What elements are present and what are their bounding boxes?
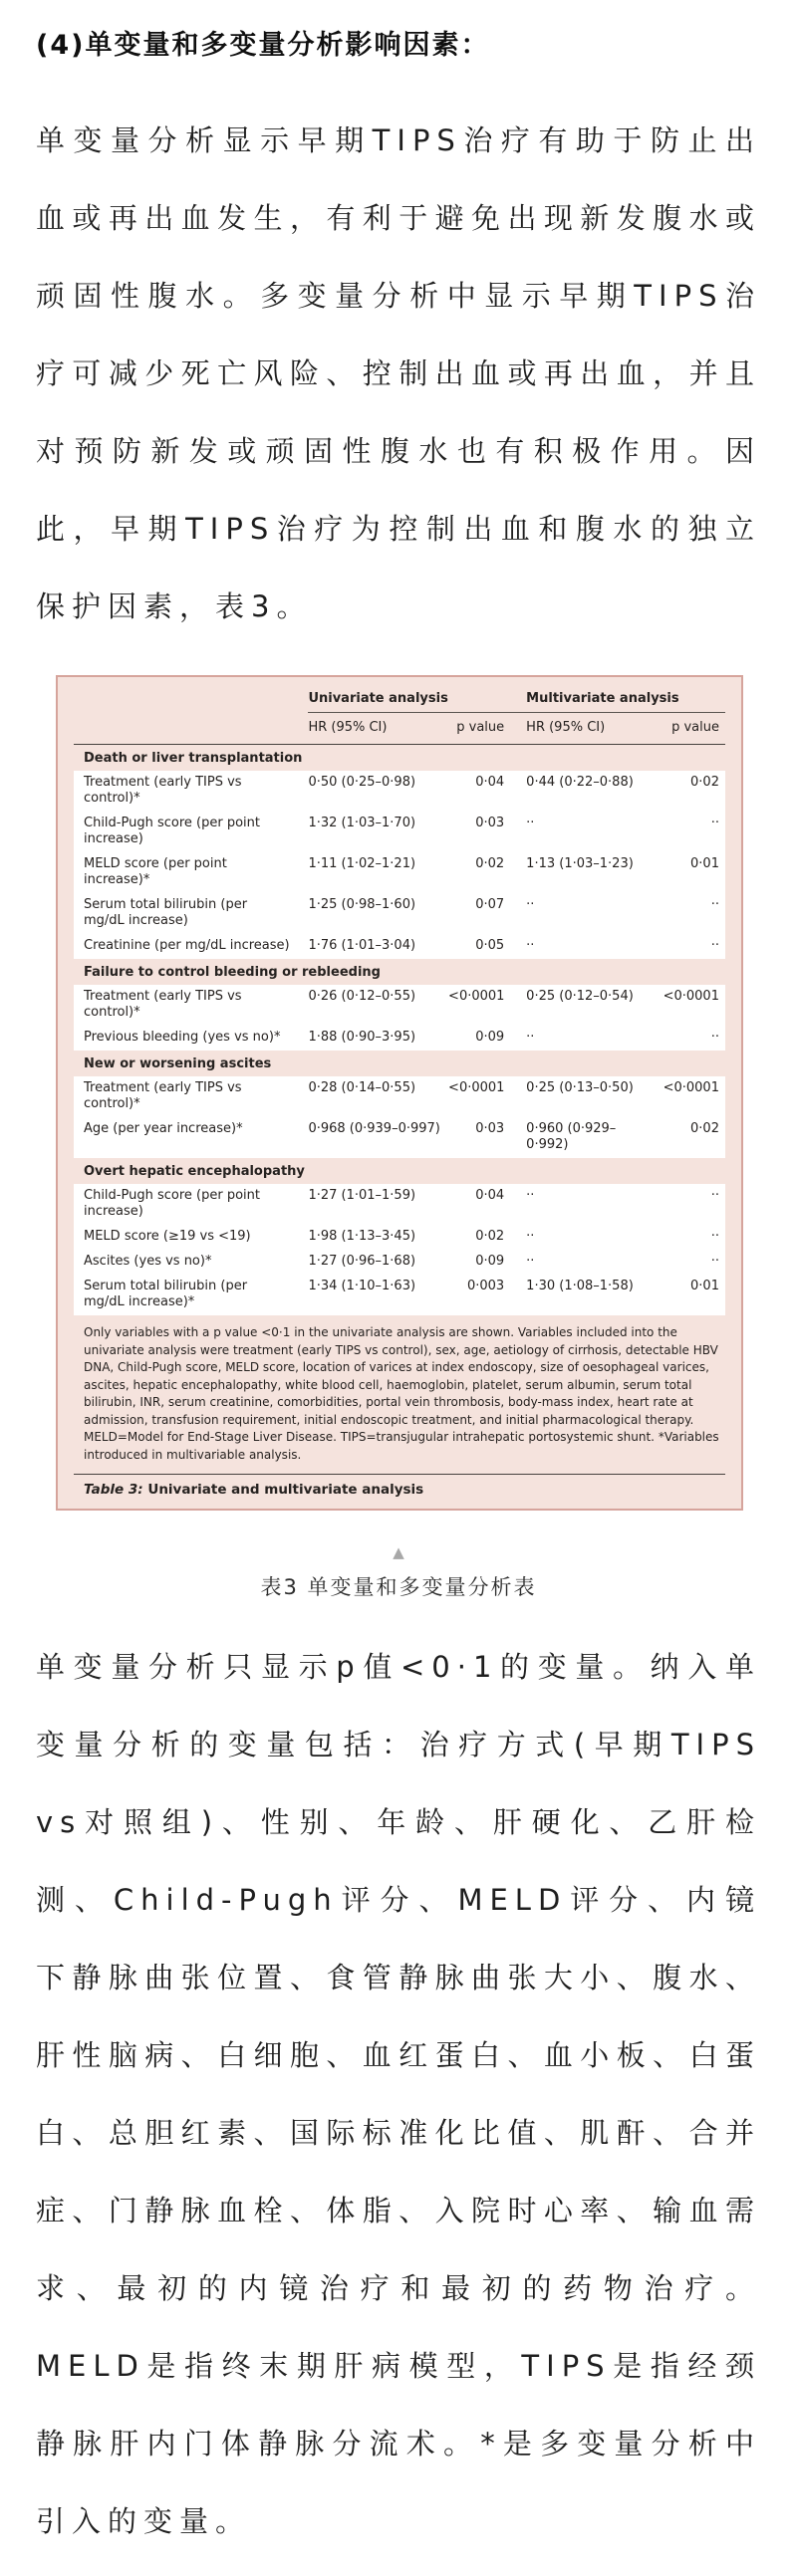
triangle-up-icon: ▲ xyxy=(393,1543,404,1561)
table-row xyxy=(74,985,725,1026)
table-header xyxy=(74,691,725,744)
table-caption-number: Table 3: xyxy=(84,1482,143,1498)
uni-hr-value: 0·26 (0·12–0·55) xyxy=(308,989,416,1004)
row-label: Child-Pugh score (per point increase) xyxy=(84,816,260,846)
multi-hr-value: ·· xyxy=(526,1030,535,1045)
figure-caption-cn: 表3 单变量和多变量分析表 xyxy=(260,1575,537,1599)
uni-p-value: 0·03 xyxy=(475,816,505,830)
uni-hr-value: 1·11 (1·02–1·21) xyxy=(308,856,416,871)
multi-p-value: ·· xyxy=(710,816,719,830)
multivariate-group-header: Multivariate analysis xyxy=(510,691,725,713)
table-body xyxy=(74,745,725,1315)
multi-hr-value: ·· xyxy=(526,938,535,953)
row-label: Serum total bilirubin (per mg/dL increase)* xyxy=(84,1279,248,1309)
multi-hr-value: ·· xyxy=(526,1229,535,1244)
uni-hr-value: 1·34 (1·10–1·63) xyxy=(308,1279,416,1293)
multi-hr-value: 0·25 (0·13–0·50) xyxy=(526,1080,634,1095)
uni-p-value: 0·09 xyxy=(475,1030,505,1045)
uni-hr-value: 0·968 (0·939–0·997) xyxy=(308,1121,440,1136)
section-heading: (4)单变量和多变量分析影响因素： xyxy=(36,30,490,61)
uni-p-value: <0·0001 xyxy=(448,1080,505,1095)
uni-p-value: 0·003 xyxy=(466,1279,505,1293)
multi-p-value: ·· xyxy=(710,897,719,912)
uni-hr-value: 1·25 (0·98–1·60) xyxy=(308,897,416,912)
multi-p-value: ·· xyxy=(710,938,719,953)
univariate-group-header: Univariate analysis xyxy=(308,691,510,713)
row-label: Child-Pugh score (per point increase) xyxy=(84,1188,260,1219)
multi-p-value: <0·0001 xyxy=(663,989,719,1004)
table-row xyxy=(74,1026,725,1051)
multi-hr-value: 0·25 (0·12–0·54) xyxy=(526,989,634,1004)
paragraph-2: 单变量分析只显示p值<0·1的变量。纳入单变量分析的变量包括：治疗方式(早期TIPS vs对照组)、性别、年龄、肝硬化、乙肝检测、Child-Pugh评分、MELD评分、内镜下静脉曲张位置、食管静脉曲张大小、腹水、肝性脑病、白细胞、血红蛋白、血小板、白蛋白、总胆红素、国际标准化比值、肌酐、合并症、门静脉血栓、体脂、入院时心率、输血需求、最初的内镜治疗和最初的药物治疗。MELD是指终末期肝病模型，TIPS是指经颈静脉肝内门体静脉分流术。*是多变量分析中引入的变量。 xyxy=(36,1650,761,2538)
table-footnote: Only variables with a p value <0·1 in the univariate analysis are shown. Variables included into the univariate analysis were treatment (early TIPS vs control), sex, age, aetiology of cirrhosis, detectable HBV DNA, Child-Pugh score, MELD score, location of varices at index endoscopy, size of oesophageal varices, ascites, hepatic encephalopathy, white blood cell, haemoglobin, platelet, serum albumin, serum total bilirubin, INR, serum creatinine, comorbidities, portal vein thrombosis, body-mass index, heart rate at admission, transfusion requirement, initial endoscopic treatment, and initial pharmacological therapy. MELD=Model for End-Stage Liver Disease. TIPS=transjugular intrahepatic portosystemic shunt. *Variables introduced in multivariable analysis. xyxy=(84,1325,719,1462)
row-label: MELD score (per point increase)* xyxy=(84,856,227,887)
table-section-row: New or worsening ascites xyxy=(84,1056,272,1071)
multi-p-value: 0·02 xyxy=(690,1121,719,1136)
table-row xyxy=(74,852,725,893)
subheader-spacer xyxy=(74,713,308,728)
table-section-row: Failure to control bleeding or rebleeding xyxy=(84,965,381,980)
row-label: Age (per year increase)* xyxy=(84,1121,243,1136)
row-label: Creatinine (per mg/dL increase) xyxy=(84,938,290,953)
multi-hr-value: 0·960 (0·929–0·992) xyxy=(526,1121,617,1152)
row-label: Treatment (early TIPS vs control)* xyxy=(84,775,242,806)
multi-p-value: <0·0001 xyxy=(663,1080,719,1095)
row-label: Serum total bilirubin (per mg/dL increase) xyxy=(84,897,248,928)
multi-hr-column-header: HR (95% CI) xyxy=(526,720,606,735)
table-row xyxy=(74,1117,725,1158)
table-row xyxy=(74,934,725,959)
uni-hr-value: 1·98 (1·13–3·45) xyxy=(308,1229,416,1244)
multi-hr-value: ·· xyxy=(526,1254,535,1269)
multi-hr-value: ·· xyxy=(526,897,535,912)
table-row xyxy=(74,1250,725,1275)
table-row xyxy=(74,893,725,934)
uni-hr-value: 1·27 (0·96–1·68) xyxy=(308,1254,416,1269)
uni-p-value: 0·04 xyxy=(475,775,505,790)
table-caption xyxy=(74,1475,725,1509)
row-label: Ascites (yes vs no)* xyxy=(84,1254,212,1269)
multi-p-value: ·· xyxy=(710,1229,719,1244)
uni-hr-value: 1·27 (1·01–1·59) xyxy=(308,1188,416,1203)
table-section-row: Death or liver transplantation xyxy=(84,751,303,766)
table-row xyxy=(74,1225,725,1250)
table-row xyxy=(74,1275,725,1315)
row-label: MELD score (≥19 vs <19) xyxy=(84,1229,251,1244)
multi-p-value: 0·01 xyxy=(690,856,719,871)
table-row xyxy=(74,771,725,812)
uni-p-value: 0·07 xyxy=(475,897,505,912)
table-group-header-row xyxy=(74,691,725,713)
uni-p-value: <0·0001 xyxy=(448,989,505,1004)
table3-figure xyxy=(56,675,743,1511)
uni-hr-value: 1·32 (1·03–1·70) xyxy=(308,816,416,830)
multi-p-column-header: p value xyxy=(671,720,719,735)
multi-hr-value: 1·13 (1·03–1·23) xyxy=(526,856,634,871)
multi-p-value: ·· xyxy=(710,1254,719,1269)
multi-hr-value: ·· xyxy=(526,1188,535,1203)
table-row xyxy=(74,812,725,852)
uni-p-value: 0·02 xyxy=(475,1229,505,1244)
uni-p-value: 0·09 xyxy=(475,1254,505,1269)
multi-p-value: ·· xyxy=(710,1030,719,1045)
uni-hr-value: 0·28 (0·14–0·55) xyxy=(308,1080,416,1095)
row-label: Treatment (early TIPS vs control)* xyxy=(84,989,242,1020)
uni-hr-value: 1·76 (1·01–3·04) xyxy=(308,938,416,953)
group-header-spacer xyxy=(74,691,308,696)
row-label: Previous bleeding (yes vs no)* xyxy=(84,1030,281,1045)
uni-hr-value: 0·50 (0·25–0·98) xyxy=(308,775,416,790)
table-section-row: Overt hepatic encephalopathy xyxy=(84,1164,305,1179)
multi-p-value: 0·01 xyxy=(690,1279,719,1293)
uni-p-column-header: p value xyxy=(456,720,505,735)
multi-hr-value: ·· xyxy=(526,816,535,830)
multi-p-value: ·· xyxy=(710,1188,719,1203)
multi-hr-value: 1·30 (1·08–1·58) xyxy=(526,1279,634,1293)
lancet-table-panel xyxy=(56,675,743,1511)
uni-p-value: 0·05 xyxy=(475,938,505,953)
multi-p-value: 0·02 xyxy=(690,775,719,790)
table-caption-text: Univariate and multivariate analysis xyxy=(142,1482,424,1498)
uni-hr-value: 1·88 (0·90–3·95) xyxy=(308,1030,416,1045)
uni-p-value: 0·04 xyxy=(475,1188,505,1203)
table-row xyxy=(74,1076,725,1117)
multi-hr-value: 0·44 (0·22–0·88) xyxy=(526,775,634,790)
uni-hr-column-header: HR (95% CI) xyxy=(308,720,388,735)
uni-p-value: 0·03 xyxy=(475,1121,505,1136)
table-subheader-row xyxy=(74,713,725,744)
paragraph-1: 单变量分析显示早期TIPS治疗有助于防止出血或再出血发生，有利于避免出现新发腹水或顽固性腹水。多变量分析中显示早期TIPS治疗可减少死亡风险、控制出血或再出血，并且对预防新发或顽固性腹水也有积极作用。因此，早期TIPS治疗为控制出血和腹水的独立保护因素，表3。 xyxy=(36,123,761,623)
row-label: Treatment (early TIPS vs control)* xyxy=(84,1080,242,1111)
table-row xyxy=(74,1184,725,1225)
uni-p-value: 0·02 xyxy=(475,856,505,871)
